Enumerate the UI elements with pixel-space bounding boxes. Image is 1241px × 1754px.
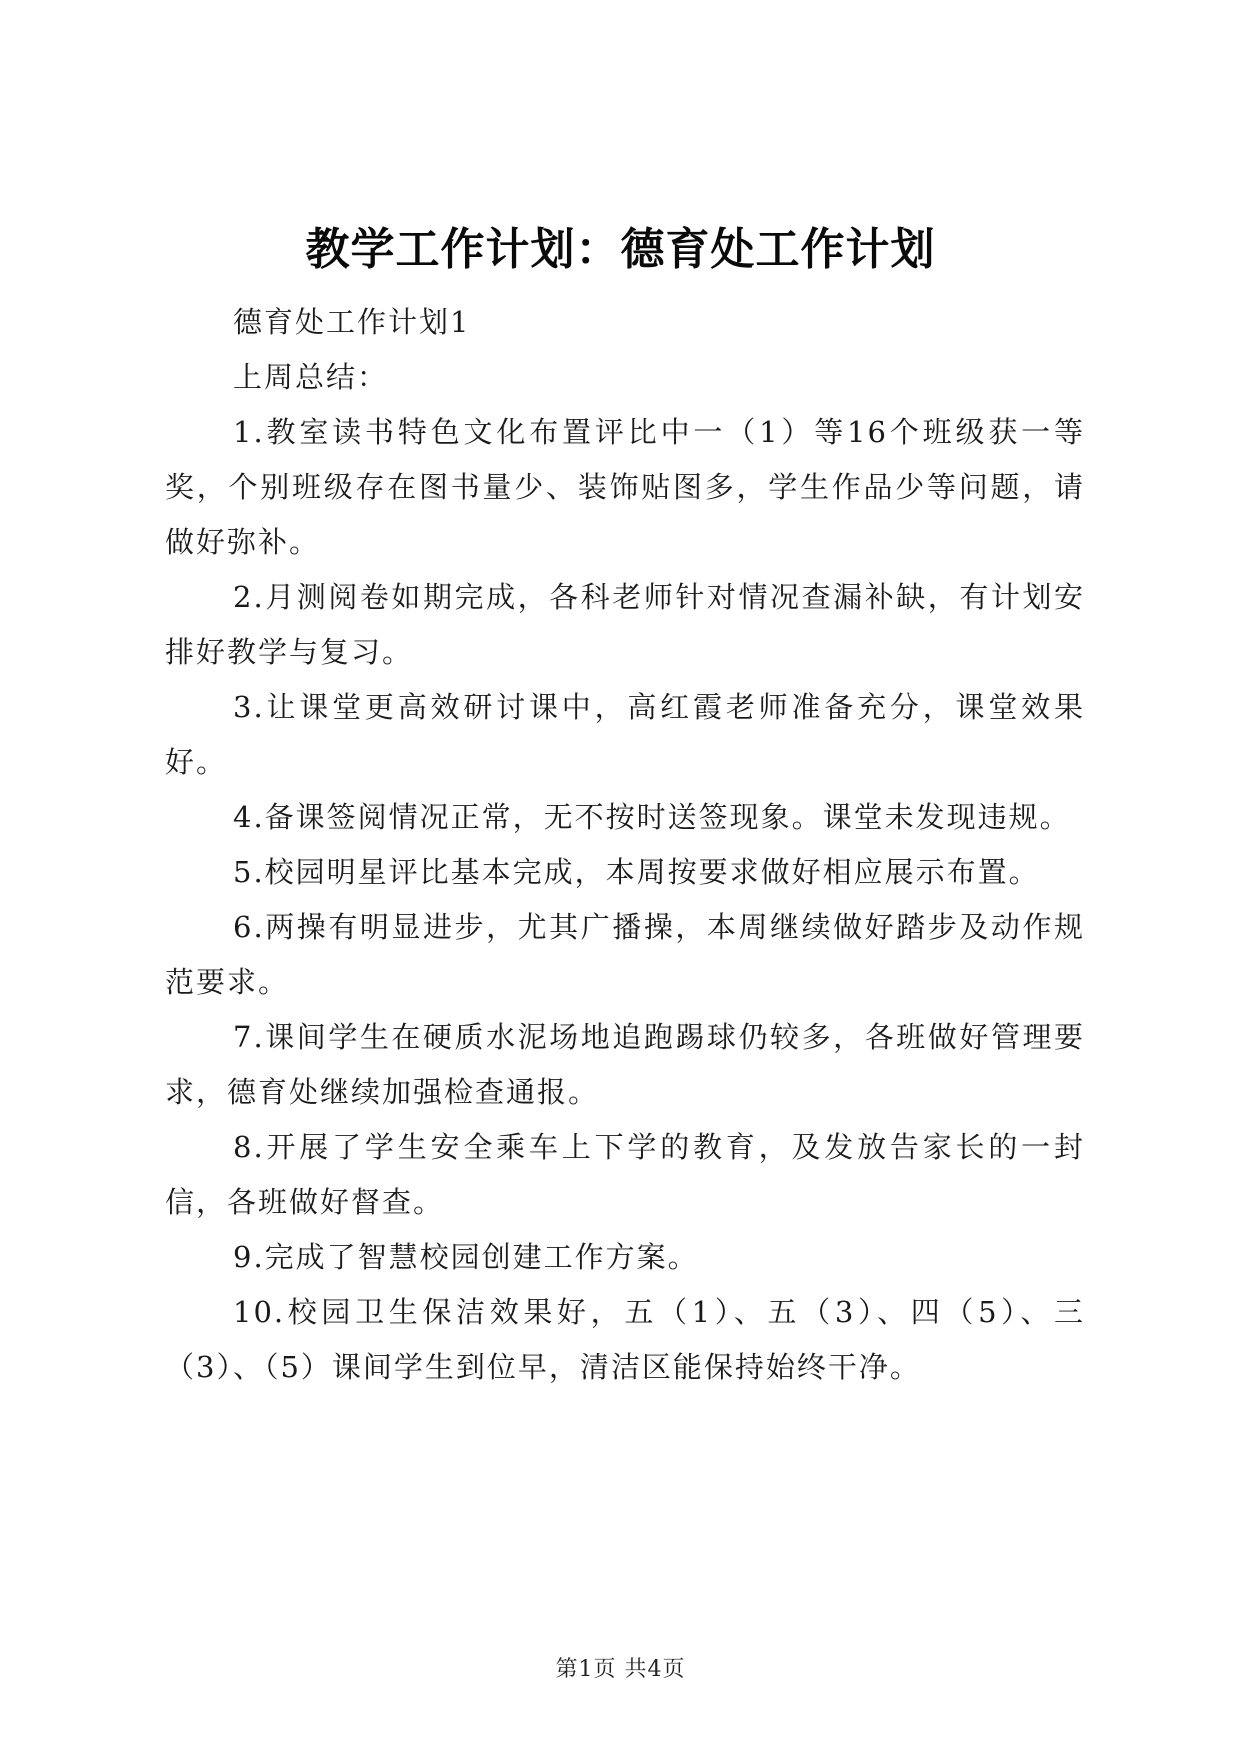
- list-item: 7.课间学生在硬质水泥场地追跑踢球仍较多，各班做好管理要求，德育处继续加强检查通报。: [165, 1020, 1085, 1109]
- list-item: 8.开展了学生安全乘车上下学的教育，及发放告家长的一封信，各班做好督查。: [165, 1130, 1085, 1219]
- list-item: 1.教室读书特色文化布置评比中一（1）等16个班级获一等奖，个别班级存在图书量少、装饰贴图多，学生作品少等问题，请做好弥补。: [165, 415, 1085, 559]
- list-item: 3.让课堂更高效研讨课中，高红霞老师准备充分，课堂效果好。: [165, 690, 1085, 779]
- list-item: 2.月测阅卷如期完成，各科老师针对情况查漏补缺，有计划安排好教学与复习。: [165, 580, 1085, 669]
- document-body: [165, 295, 1085, 1395]
- list-item: 6.两操有明显进步，尤其广播操，本周继续做好踏步及动作规范要求。: [165, 910, 1085, 999]
- section-heading: 上周总结：: [233, 360, 389, 394]
- page-footer: 第1页 共4页: [555, 1657, 686, 1682]
- document-title: 教学工作计划：德育处工作计划: [305, 224, 936, 275]
- list-item: 4.备课签阅情况正常，无不按时送签现象。课堂未发现违规。: [233, 800, 1071, 834]
- list-item: 5.校园明星评比基本完成，本周按要求做好相应展示布置。: [233, 855, 1040, 889]
- subtitle: 德育处工作计划1: [233, 305, 471, 339]
- list-item: 9.完成了智慧校园创建工作方案。: [233, 1240, 699, 1274]
- list-item: 10.校园卫生保洁效果好，五（1）、五（3）、四（5）、三（3）、（5）课间学生到位早，清洁区能保持始终干净。: [165, 1295, 1085, 1384]
